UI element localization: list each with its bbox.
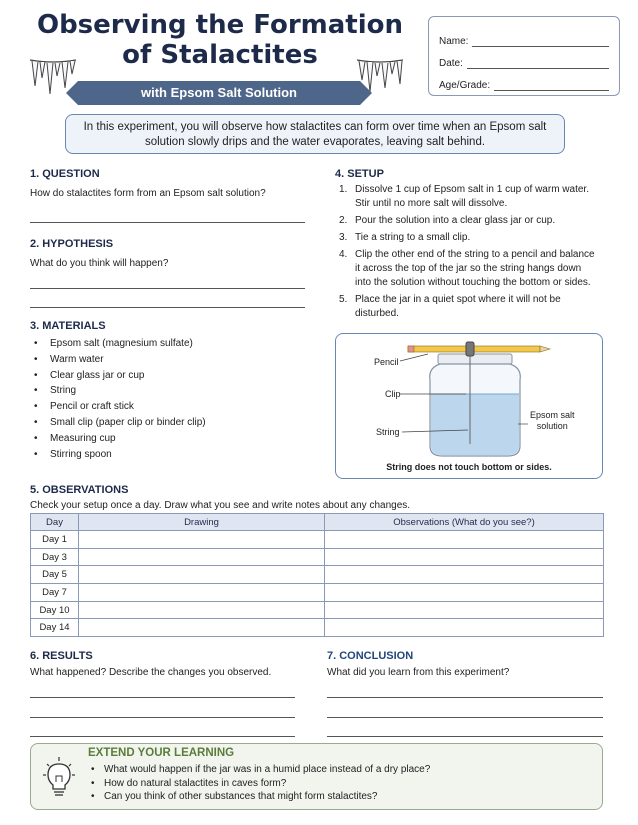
age-line[interactable] [494, 81, 609, 91]
results-answer-line[interactable] [30, 697, 295, 698]
clip-label: Clip [385, 389, 401, 399]
date-field[interactable] [439, 47, 609, 69]
step-number: 2. [339, 215, 348, 226]
list-item: • String [30, 383, 310, 399]
step-number: 5. [339, 294, 348, 305]
extend-heading: EXTEND YOUR LEARNING [88, 747, 235, 759]
setup-heading: 4. SETUP [335, 168, 384, 180]
diagram-caption: String does not touch bottom or sides. [386, 462, 552, 472]
materials-heading: 3. MATERIALS [30, 320, 106, 332]
setup-steps [335, 183, 595, 324]
observation-cell[interactable] [325, 566, 604, 584]
observation-cell[interactable] [325, 619, 604, 637]
hypothesis-text: What do you think will happen? [30, 258, 169, 269]
list-item: • How do natural stalactites in caves form? [88, 777, 588, 791]
conclusion-answer-line[interactable] [327, 697, 603, 698]
table-row [31, 548, 604, 566]
extend-learning-box [30, 743, 603, 810]
materials-list [30, 336, 310, 462]
observation-cell[interactable] [325, 601, 604, 619]
list-item: • Clear glass jar or cup [30, 368, 310, 384]
date-line[interactable] [467, 59, 609, 69]
day-cell: Day 3 [31, 548, 79, 566]
drawing-cell[interactable] [79, 584, 325, 602]
day-cell: Day 10 [31, 601, 79, 619]
step-number: 4. [339, 249, 348, 260]
setup-step [335, 231, 595, 245]
question-text: How do stalactites form from an Epsom salt solution? [30, 188, 266, 199]
observations-instructions: Check your setup once a day. Draw what you see and write notes about any changes. [30, 500, 411, 511]
day-cell: Day 1 [31, 531, 79, 549]
name-label: Name: [439, 36, 469, 47]
conclusion-answer-line[interactable] [327, 717, 603, 718]
hypothesis-answer-line[interactable] [30, 307, 305, 308]
table-row [31, 601, 604, 619]
results-answer-line[interactable] [30, 717, 295, 718]
day-cell: Day 7 [31, 584, 79, 602]
drawing-cell[interactable] [79, 601, 325, 619]
hypothesis-answer-line[interactable] [30, 288, 305, 289]
name-field[interactable] [439, 25, 609, 47]
subtitle-banner: with Epsom Salt Solution [78, 81, 360, 105]
step-number: 3. [339, 232, 348, 243]
day-cell: Day 14 [31, 619, 79, 637]
drawing-cell[interactable] [79, 548, 325, 566]
age-label: Age/Grade: [439, 80, 491, 91]
title-line-2: of Stalactites [122, 40, 318, 70]
string-label: String [376, 427, 400, 437]
conclusion-text: What did you learn from this experiment? [327, 667, 510, 678]
list-item: • Epsom salt (magnesium sulfate) [30, 336, 310, 352]
table-row [31, 531, 604, 549]
lightbulb-icon [39, 756, 79, 800]
extend-list [88, 763, 588, 804]
drawing-cell[interactable] [79, 566, 325, 584]
table-header-row [31, 514, 604, 531]
results-answer-line[interactable] [30, 736, 295, 737]
intro-box: In this experiment, you will observe how stalactites can form over time when an Epsom salt solution slowly drips and the water evaporates, leaving salt behind. [65, 114, 565, 154]
conclusion-answer-line[interactable] [327, 736, 603, 737]
list-item: • Can you think of other substances that might form stalactites? [88, 790, 588, 804]
step-text: Place the jar in a quiet spot where it will not be disturbed. [355, 294, 561, 319]
list-item: • Stirring spoon [30, 447, 310, 463]
solution-label-line-1: Epsom salt [530, 410, 575, 420]
step-text: Tie a string to a small clip. [355, 232, 471, 243]
date-label: Date: [439, 58, 463, 69]
day-cell: Day 5 [31, 566, 79, 584]
setup-step [335, 183, 595, 211]
list-item: • Pencil or craft stick [30, 399, 310, 415]
column-header-observations: Observations (What do you see?) [325, 514, 604, 531]
step-text: Pour the solution into a clear glass jar or cup. [355, 215, 556, 226]
drawing-cell[interactable] [79, 619, 325, 637]
list-item: • Small clip (paper clip or binder clip) [30, 415, 310, 431]
setup-step [335, 248, 595, 290]
age-field[interactable] [439, 69, 609, 91]
step-text: Clip the other end of the string to a pencil and balance it across the top of the jar so the string hangs down into the solution without touching the bottom or sides. [355, 249, 595, 288]
observation-cell[interactable] [325, 531, 604, 549]
column-header-day: Day [31, 514, 79, 531]
table-row [31, 619, 604, 637]
observations-heading: 5. OBSERVATIONS [30, 484, 129, 496]
pencil-label: Pencil [374, 357, 399, 367]
setup-step [335, 293, 595, 321]
question-answer-line[interactable] [30, 222, 305, 223]
hypothesis-heading: 2. HYPOTHESIS [30, 238, 114, 250]
observation-cell[interactable] [325, 584, 604, 602]
name-line[interactable] [472, 37, 609, 47]
student-info-box [428, 16, 620, 96]
observation-cell[interactable] [325, 548, 604, 566]
conclusion-heading: 7. CONCLUSION [327, 650, 414, 662]
list-item: • Warm water [30, 352, 310, 368]
drawing-cell[interactable] [79, 531, 325, 549]
solution-label [530, 410, 575, 432]
title-line-1: Observing the Formation [36, 10, 404, 40]
step-number: 1. [339, 184, 348, 195]
step-text: Dissolve 1 cup of Epsom salt in 1 cup of warm water. Stir until no more salt will dissolve. [355, 184, 589, 209]
page-title [30, 10, 410, 70]
list-item: • What would happen if the jar was in a humid place instead of a dry place? [88, 763, 588, 777]
setup-step [335, 214, 595, 228]
results-text: What happened? Describe the changes you observed. [30, 667, 272, 678]
list-item: • Measuring cup [30, 431, 310, 447]
setup-diagram [335, 333, 603, 479]
question-heading: 1. QUESTION [30, 168, 100, 180]
observations-table [30, 513, 604, 637]
table-row [31, 584, 604, 602]
column-header-drawing: Drawing [79, 514, 325, 531]
solution-label-line-2: solution [536, 421, 568, 431]
table-row [31, 566, 604, 584]
results-heading: 6. RESULTS [30, 650, 93, 662]
